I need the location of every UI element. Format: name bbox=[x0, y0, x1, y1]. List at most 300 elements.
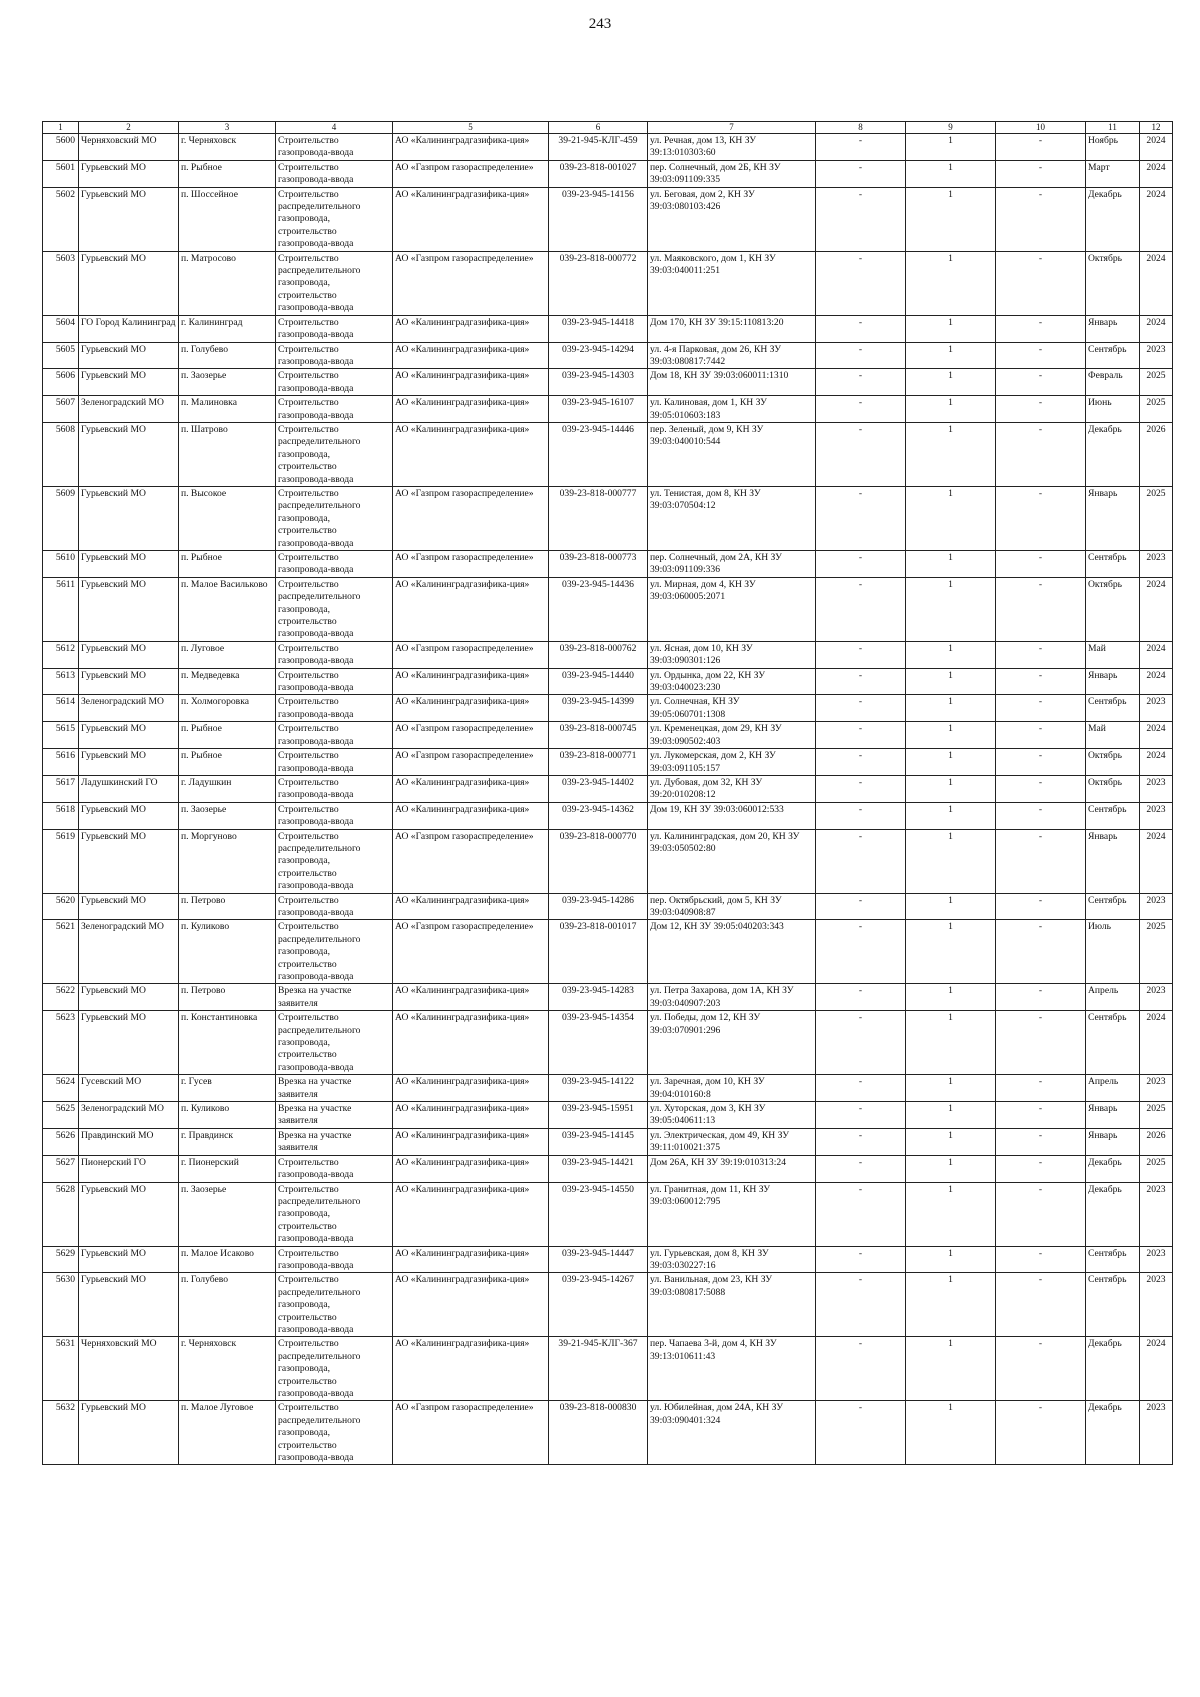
col-10-value: - bbox=[996, 1182, 1086, 1246]
locality: п. Петрово bbox=[179, 984, 276, 1011]
row-number: 5617 bbox=[43, 775, 79, 802]
application-code: 039-23-945-14446 bbox=[549, 422, 648, 486]
col-9-value: 1 bbox=[906, 641, 996, 668]
organization: АО «Калининградгазифика-ция» bbox=[393, 342, 549, 369]
col-9-value: 1 bbox=[906, 396, 996, 423]
col-10-value: - bbox=[996, 893, 1086, 920]
table-row bbox=[43, 1401, 1173, 1465]
row-number: 5613 bbox=[43, 668, 79, 695]
municipality: Гурьевский МО bbox=[79, 1182, 179, 1246]
month: Апрель bbox=[1086, 984, 1140, 1011]
municipality: Гурьевский МО bbox=[79, 1273, 179, 1337]
application-code: 039-23-818-000777 bbox=[549, 486, 648, 550]
row-number: 5632 bbox=[43, 1401, 79, 1465]
address: ул. Ванильная, дом 23, КН ЗУ 39:03:080817:5088 bbox=[648, 1273, 816, 1337]
col-10-value: - bbox=[996, 160, 1086, 187]
col-10-value: - bbox=[996, 1155, 1086, 1182]
application-code: 39-21-945-КЛГ-367 bbox=[549, 1337, 648, 1401]
col-9-value: 1 bbox=[906, 695, 996, 722]
month: Сентябрь bbox=[1086, 893, 1140, 920]
locality: п. Шатрово bbox=[179, 422, 276, 486]
col-8-value: - bbox=[816, 1075, 906, 1102]
table-row bbox=[43, 577, 1173, 641]
work-type: Строительство газопровода-ввода bbox=[276, 893, 393, 920]
col-9-value: 1 bbox=[906, 829, 996, 893]
table-row bbox=[43, 1246, 1173, 1273]
municipality: Гурьевский МО bbox=[79, 641, 179, 668]
row-number: 5602 bbox=[43, 187, 79, 251]
year: 2023 bbox=[1140, 1401, 1173, 1465]
table-row bbox=[43, 984, 1173, 1011]
col-9-value: 1 bbox=[906, 1273, 996, 1337]
work-type: Строительство распределительного газопровода, строительство газопровода-ввода bbox=[276, 920, 393, 984]
municipality: Гурьевский МО bbox=[79, 749, 179, 776]
work-type: Строительство газопровода-ввода bbox=[276, 722, 393, 749]
locality: п. Заозерье bbox=[179, 369, 276, 396]
organization: АО «Газпром газораспределение» bbox=[393, 551, 549, 578]
application-code: 039-23-945-14440 bbox=[549, 668, 648, 695]
col-9-value: 1 bbox=[906, 251, 996, 315]
address: ул. Петра Захарова, дом 1А, КН ЗУ 39:03:040907:203 bbox=[648, 984, 816, 1011]
table-row bbox=[43, 749, 1173, 776]
row-number: 5600 bbox=[43, 134, 79, 161]
row-number: 5626 bbox=[43, 1128, 79, 1155]
application-code: 039-23-818-000762 bbox=[549, 641, 648, 668]
year: 2025 bbox=[1140, 1155, 1173, 1182]
column-header: 10 bbox=[996, 122, 1086, 134]
address: ул. Заречная, дом 10, КН ЗУ 39:04:010160:8 bbox=[648, 1075, 816, 1102]
col-9-value: 1 bbox=[906, 1128, 996, 1155]
col-9-value: 1 bbox=[906, 342, 996, 369]
table-row bbox=[43, 551, 1173, 578]
year: 2025 bbox=[1140, 1102, 1173, 1129]
organization: АО «Калининградгазифика-ция» bbox=[393, 1337, 549, 1401]
col-10-value: - bbox=[996, 695, 1086, 722]
month: Январь bbox=[1086, 1102, 1140, 1129]
header-row bbox=[43, 122, 1173, 134]
col-10-value: - bbox=[996, 641, 1086, 668]
locality: п. Луговое bbox=[179, 641, 276, 668]
col-10-value: - bbox=[996, 749, 1086, 776]
municipality: Гурьевский МО bbox=[79, 369, 179, 396]
col-9-value: 1 bbox=[906, 486, 996, 550]
application-code: 039-23-945-14362 bbox=[549, 802, 648, 829]
municipality: Гурьевский МО bbox=[79, 893, 179, 920]
col-10-value: - bbox=[996, 1246, 1086, 1273]
application-code: 039-23-818-000770 bbox=[549, 829, 648, 893]
col-10-value: - bbox=[996, 342, 1086, 369]
table-row bbox=[43, 1128, 1173, 1155]
work-type: Врезка на участке заявителя bbox=[276, 984, 393, 1011]
table-row bbox=[43, 1075, 1173, 1102]
table-row bbox=[43, 1155, 1173, 1182]
locality: п. Заозерье bbox=[179, 802, 276, 829]
page-number: 243 bbox=[588, 16, 612, 32]
work-type: Строительство распределительного газопровода, строительство газопровода-ввода bbox=[276, 829, 393, 893]
column-header: 2 bbox=[79, 122, 179, 134]
organization: АО «Калининградгазифика-ция» bbox=[393, 1011, 549, 1075]
work-type: Строительство газопровода-ввода bbox=[276, 1155, 393, 1182]
work-type: Строительство распределительного газопровода, строительство газопровода-ввода bbox=[276, 1182, 393, 1246]
col-9-value: 1 bbox=[906, 160, 996, 187]
col-9-value: 1 bbox=[906, 1155, 996, 1182]
col-8-value: - bbox=[816, 396, 906, 423]
work-type: Строительство газопровода-ввода bbox=[276, 802, 393, 829]
row-number: 5631 bbox=[43, 1337, 79, 1401]
column-header: 4 bbox=[276, 122, 393, 134]
organization: АО «Калининградгазифика-ция» bbox=[393, 396, 549, 423]
municipality: Гурьевский МО bbox=[79, 1246, 179, 1273]
work-type: Врезка на участке заявителя bbox=[276, 1075, 393, 1102]
month: Январь bbox=[1086, 829, 1140, 893]
application-code: 039-23-945-14447 bbox=[549, 1246, 648, 1273]
address: пер. Зеленый, дом 9, КН ЗУ 39:03:040010:544 bbox=[648, 422, 816, 486]
address: Дом 12, КН ЗУ 39:05:040203:343 bbox=[648, 920, 816, 984]
month: Ноябрь bbox=[1086, 134, 1140, 161]
row-number: 5629 bbox=[43, 1246, 79, 1273]
application-code: 039-23-945-14156 bbox=[549, 187, 648, 251]
col-10-value: - bbox=[996, 668, 1086, 695]
locality: п. Высокое bbox=[179, 486, 276, 550]
col-8-value: - bbox=[816, 749, 906, 776]
work-type: Строительство распределительного газопровода, строительство газопровода-ввода bbox=[276, 187, 393, 251]
year: 2026 bbox=[1140, 1128, 1173, 1155]
locality: г. Гусев bbox=[179, 1075, 276, 1102]
municipality: Гурьевский МО bbox=[79, 829, 179, 893]
application-code: 039-23-818-000830 bbox=[549, 1401, 648, 1465]
address: ул. Солнечная, КН ЗУ 39:05:060701:1308 bbox=[648, 695, 816, 722]
municipality: Гурьевский МО bbox=[79, 486, 179, 550]
year: 2023 bbox=[1140, 984, 1173, 1011]
row-number: 5608 bbox=[43, 422, 79, 486]
col-10-value: - bbox=[996, 722, 1086, 749]
organization: АО «Калининградгазифика-ция» bbox=[393, 984, 549, 1011]
work-type: Врезка на участке заявителя bbox=[276, 1102, 393, 1129]
col-8-value: - bbox=[816, 829, 906, 893]
address: ул. Юбилейная, дом 24А, КН ЗУ 39:03:090401:324 bbox=[648, 1401, 816, 1465]
organization: АО «Калининградгазифика-ция» bbox=[393, 668, 549, 695]
month: Май bbox=[1086, 722, 1140, 749]
column-header: 5 bbox=[393, 122, 549, 134]
locality: п. Куликово bbox=[179, 1102, 276, 1129]
work-type: Строительство газопровода-ввода bbox=[276, 695, 393, 722]
organization: АО «Калининградгазифика-ция» bbox=[393, 1273, 549, 1337]
month: Сентябрь bbox=[1086, 1273, 1140, 1337]
col-8-value: - bbox=[816, 1337, 906, 1401]
table-row bbox=[43, 920, 1173, 984]
organization: АО «Газпром газораспределение» bbox=[393, 160, 549, 187]
col-8-value: - bbox=[816, 775, 906, 802]
table-row bbox=[43, 775, 1173, 802]
work-type: Строительство распределительного газопровода, строительство газопровода-ввода bbox=[276, 486, 393, 550]
application-code: 039-23-818-000773 bbox=[549, 551, 648, 578]
table-row bbox=[43, 160, 1173, 187]
col-10-value: - bbox=[996, 551, 1086, 578]
locality: п. Рыбное bbox=[179, 749, 276, 776]
month: Февраль bbox=[1086, 369, 1140, 396]
work-type: Строительство распределительного газопровода, строительство газопровода-ввода bbox=[276, 422, 393, 486]
organization: АО «Калининградгазифика-ция» bbox=[393, 1128, 549, 1155]
year: 2024 bbox=[1140, 251, 1173, 315]
col-8-value: - bbox=[816, 893, 906, 920]
col-8-value: - bbox=[816, 1102, 906, 1129]
work-type: Строительство газопровода-ввода bbox=[276, 342, 393, 369]
col-10-value: - bbox=[996, 1128, 1086, 1155]
application-code: 039-23-945-14145 bbox=[549, 1128, 648, 1155]
municipality: Гурьевский МО bbox=[79, 342, 179, 369]
locality: п. Малое Луговое bbox=[179, 1401, 276, 1465]
month: Октябрь bbox=[1086, 251, 1140, 315]
row-number: 5627 bbox=[43, 1155, 79, 1182]
year: 2023 bbox=[1140, 342, 1173, 369]
row-number: 5618 bbox=[43, 802, 79, 829]
application-code: 039-23-945-14418 bbox=[549, 315, 648, 342]
col-8-value: - bbox=[816, 1128, 906, 1155]
table-row bbox=[43, 1102, 1173, 1129]
row-number: 5606 bbox=[43, 369, 79, 396]
col-9-value: 1 bbox=[906, 422, 996, 486]
col-9-value: 1 bbox=[906, 1075, 996, 1102]
address: ул. Гурьевская, дом 8, КН ЗУ 39:03:030227:16 bbox=[648, 1246, 816, 1273]
table-row bbox=[43, 422, 1173, 486]
table-row bbox=[43, 342, 1173, 369]
work-type: Строительство газопровода-ввода bbox=[276, 775, 393, 802]
organization: АО «Калининградгазифика-ция» bbox=[393, 315, 549, 342]
row-number: 5607 bbox=[43, 396, 79, 423]
municipality: ГО Город Калининград bbox=[79, 315, 179, 342]
col-8-value: - bbox=[816, 1246, 906, 1273]
work-type: Строительство газопровода-ввода bbox=[276, 369, 393, 396]
organization: АО «Газпром газораспределение» bbox=[393, 641, 549, 668]
col-8-value: - bbox=[816, 1182, 906, 1246]
month: Январь bbox=[1086, 1128, 1140, 1155]
col-9-value: 1 bbox=[906, 187, 996, 251]
application-code: 039-23-945-14421 bbox=[549, 1155, 648, 1182]
month: Июнь bbox=[1086, 396, 1140, 423]
year: 2023 bbox=[1140, 1273, 1173, 1337]
work-type: Строительство распределительного газопровода, строительство газопровода-ввода bbox=[276, 1401, 393, 1465]
month: Сентябрь bbox=[1086, 551, 1140, 578]
locality: п. Малое Васильково bbox=[179, 577, 276, 641]
year: 2023 bbox=[1140, 695, 1173, 722]
col-9-value: 1 bbox=[906, 775, 996, 802]
organization: АО «Калининградгазифика-ция» bbox=[393, 422, 549, 486]
year: 2023 bbox=[1140, 1246, 1173, 1273]
col-10-value: - bbox=[996, 134, 1086, 161]
col-10-value: - bbox=[996, 984, 1086, 1011]
year: 2024 bbox=[1140, 187, 1173, 251]
row-number: 5615 bbox=[43, 722, 79, 749]
col-8-value: - bbox=[816, 551, 906, 578]
locality: г. Калининград bbox=[179, 315, 276, 342]
address: ул. Мирная, дом 4, КН ЗУ 39:03:060005:2071 bbox=[648, 577, 816, 641]
municipality: Гурьевский МО bbox=[79, 551, 179, 578]
year: 2024 bbox=[1140, 134, 1173, 161]
table-row bbox=[43, 369, 1173, 396]
organization: АО «Газпром газораспределение» bbox=[393, 722, 549, 749]
year: 2025 bbox=[1140, 486, 1173, 550]
col-9-value: 1 bbox=[906, 1011, 996, 1075]
organization: АО «Калининградгазифика-ция» bbox=[393, 369, 549, 396]
work-type: Строительство газопровода-ввода bbox=[276, 1246, 393, 1273]
municipality: Гурьевский МО bbox=[79, 802, 179, 829]
col-8-value: - bbox=[816, 342, 906, 369]
table-row bbox=[43, 802, 1173, 829]
row-number: 5619 bbox=[43, 829, 79, 893]
year: 2024 bbox=[1140, 641, 1173, 668]
address: пер. Солнечный, дом 2Б, КН ЗУ 39:03:091109:335 bbox=[648, 160, 816, 187]
organization: АО «Газпром газораспределение» bbox=[393, 486, 549, 550]
col-8-value: - bbox=[816, 695, 906, 722]
organization: АО «Калининградгазифика-ция» bbox=[393, 1182, 549, 1246]
month: Сентябрь bbox=[1086, 802, 1140, 829]
organization: АО «Калининградгазифика-ция» bbox=[393, 775, 549, 802]
col-10-value: - bbox=[996, 1401, 1086, 1465]
row-number: 5628 bbox=[43, 1182, 79, 1246]
year: 2023 bbox=[1140, 551, 1173, 578]
work-type: Строительство газопровода-ввода bbox=[276, 396, 393, 423]
municipality: Гурьевский МО bbox=[79, 577, 179, 641]
col-9-value: 1 bbox=[906, 984, 996, 1011]
municipality: Гусевский МО bbox=[79, 1075, 179, 1102]
col-9-value: 1 bbox=[906, 722, 996, 749]
col-8-value: - bbox=[816, 134, 906, 161]
work-type: Врезка на участке заявителя bbox=[276, 1128, 393, 1155]
table-row bbox=[43, 893, 1173, 920]
column-header: 1 bbox=[43, 122, 79, 134]
address: ул. Калининградская, дом 20, КН ЗУ 39:03:050502:80 bbox=[648, 829, 816, 893]
application-code: 039-23-818-000772 bbox=[549, 251, 648, 315]
work-type: Строительство распределительного газопровода, строительство газопровода-ввода bbox=[276, 1337, 393, 1401]
application-code: 039-23-945-14283 bbox=[549, 984, 648, 1011]
municipality: Гурьевский МО bbox=[79, 984, 179, 1011]
month: Сентябрь bbox=[1086, 342, 1140, 369]
municipality: Пионерский ГО bbox=[79, 1155, 179, 1182]
municipality: Ладушкинский ГО bbox=[79, 775, 179, 802]
locality: п. Рыбное bbox=[179, 160, 276, 187]
locality: г. Черняховск bbox=[179, 1337, 276, 1401]
col-10-value: - bbox=[996, 187, 1086, 251]
year: 2023 bbox=[1140, 1075, 1173, 1102]
locality: п. Константиновка bbox=[179, 1011, 276, 1075]
organization: АО «Газпром газораспределение» bbox=[393, 1401, 549, 1465]
municipality: Гурьевский МО bbox=[79, 1401, 179, 1465]
table-row bbox=[43, 1337, 1173, 1401]
col-10-value: - bbox=[996, 422, 1086, 486]
row-number: 5622 bbox=[43, 984, 79, 1011]
column-header: 11 bbox=[1086, 122, 1140, 134]
table-row bbox=[43, 251, 1173, 315]
row-number: 5614 bbox=[43, 695, 79, 722]
application-code: 039-23-818-001027 bbox=[549, 160, 648, 187]
locality: г. Ладушкин bbox=[179, 775, 276, 802]
col-10-value: - bbox=[996, 577, 1086, 641]
month: Декабрь bbox=[1086, 422, 1140, 486]
application-code: 039-23-945-14303 bbox=[549, 369, 648, 396]
table-row bbox=[43, 1011, 1173, 1075]
municipality: Гурьевский МО bbox=[79, 251, 179, 315]
work-type: Строительство газопровода-ввода bbox=[276, 668, 393, 695]
month: Июль bbox=[1086, 920, 1140, 984]
application-code: 039-23-945-16107 bbox=[549, 396, 648, 423]
address: Дом 170, КН ЗУ 39:15:110813:20 bbox=[648, 315, 816, 342]
year: 2024 bbox=[1140, 1337, 1173, 1401]
application-code: 039-23-945-14402 bbox=[549, 775, 648, 802]
application-code: 039-23-945-14286 bbox=[549, 893, 648, 920]
col-10-value: - bbox=[996, 1337, 1086, 1401]
organization: АО «Калининградгазифика-ция» bbox=[393, 187, 549, 251]
row-number: 5610 bbox=[43, 551, 79, 578]
work-type: Строительство газопровода-ввода bbox=[276, 160, 393, 187]
col-8-value: - bbox=[816, 920, 906, 984]
col-9-value: 1 bbox=[906, 668, 996, 695]
column-header: 7 bbox=[648, 122, 816, 134]
col-8-value: - bbox=[816, 984, 906, 1011]
locality: п. Голубево bbox=[179, 342, 276, 369]
year: 2023 bbox=[1140, 1182, 1173, 1246]
month: Декабрь bbox=[1086, 1182, 1140, 1246]
table-row bbox=[43, 695, 1173, 722]
address: ул. Калиновая, дом 1, КН ЗУ 39:05:010603:183 bbox=[648, 396, 816, 423]
locality: г. Правдинск bbox=[179, 1128, 276, 1155]
month: Январь bbox=[1086, 668, 1140, 695]
col-9-value: 1 bbox=[906, 920, 996, 984]
row-number: 5603 bbox=[43, 251, 79, 315]
col-10-value: - bbox=[996, 775, 1086, 802]
col-8-value: - bbox=[816, 1401, 906, 1465]
month: Сентябрь bbox=[1086, 1011, 1140, 1075]
locality: п. Шоссейное bbox=[179, 187, 276, 251]
row-number: 5612 bbox=[43, 641, 79, 668]
address: ул. Гранитная, дом 11, КН ЗУ 39:03:060012:795 bbox=[648, 1182, 816, 1246]
application-code: 039-23-818-000771 bbox=[549, 749, 648, 776]
month: Декабрь bbox=[1086, 1401, 1140, 1465]
locality: п. Моргуново bbox=[179, 829, 276, 893]
col-10-value: - bbox=[996, 829, 1086, 893]
col-10-value: - bbox=[996, 396, 1086, 423]
address: ул. Беговая, дом 2, КН ЗУ 39:03:080103:426 bbox=[648, 187, 816, 251]
col-8-value: - bbox=[816, 577, 906, 641]
row-number: 5611 bbox=[43, 577, 79, 641]
col-9-value: 1 bbox=[906, 1102, 996, 1129]
address: ул. Победы, дом 12, КН ЗУ 39:03:070901:296 bbox=[648, 1011, 816, 1075]
organization: АО «Калининградгазифика-ция» bbox=[393, 893, 549, 920]
locality: п. Голубево bbox=[179, 1273, 276, 1337]
month: Сентябрь bbox=[1086, 1246, 1140, 1273]
month: Октябрь bbox=[1086, 775, 1140, 802]
column-header: 3 bbox=[179, 122, 276, 134]
month: Январь bbox=[1086, 315, 1140, 342]
address: ул. Лукомерская, дом 2, КН ЗУ 39:03:091105:157 bbox=[648, 749, 816, 776]
col-10-value: - bbox=[996, 486, 1086, 550]
municipality: Зеленоградский МО bbox=[79, 396, 179, 423]
year: 2024 bbox=[1140, 577, 1173, 641]
organization: АО «Калининградгазифика-ция» bbox=[393, 1155, 549, 1182]
data-table bbox=[42, 121, 1173, 1465]
col-10-value: - bbox=[996, 251, 1086, 315]
month: Октябрь bbox=[1086, 577, 1140, 641]
municipality: Правдинский МО bbox=[79, 1128, 179, 1155]
col-8-value: - bbox=[816, 251, 906, 315]
month: Сентябрь bbox=[1086, 695, 1140, 722]
work-type: Строительство распределительного газопровода, строительство газопровода-ввода bbox=[276, 251, 393, 315]
row-number: 5630 bbox=[43, 1273, 79, 1337]
row-number: 5604 bbox=[43, 315, 79, 342]
table-row bbox=[43, 1182, 1173, 1246]
municipality: Зеленоградский МО bbox=[79, 695, 179, 722]
address: ул. Маяковского, дом 1, КН ЗУ 39:03:040011:251 bbox=[648, 251, 816, 315]
year: 2024 bbox=[1140, 829, 1173, 893]
